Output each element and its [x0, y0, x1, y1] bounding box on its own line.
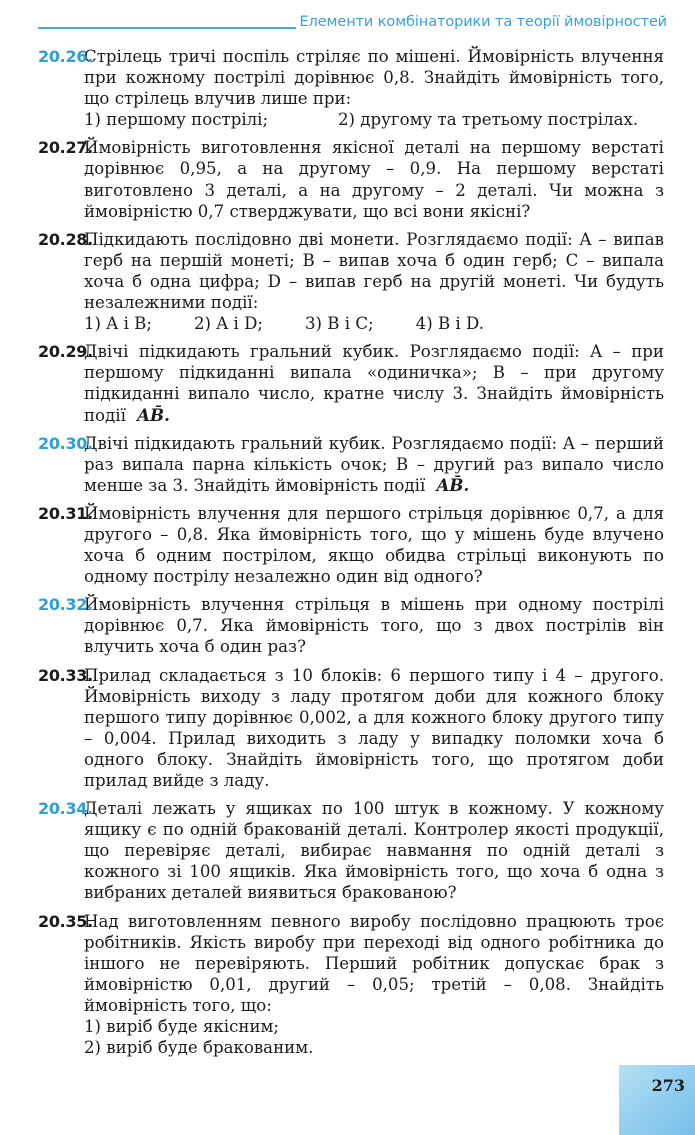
- problem-options: [84, 109, 664, 130]
- problem-text: Підкидають послідовно дві монети. Розглядаємо події: A – випав герб на першій монеті; B – випав хоча б один герб; C – випала хоча б одна цифра; D – випав герб на другій монеті. Чи будуть незалежними події:: [84, 229, 664, 313]
- header-rule: [38, 27, 296, 29]
- option: 1) виріб буде якісним;: [84, 1017, 280, 1037]
- problem-number: 20.31.: [38, 503, 93, 523]
- problem: [38, 137, 664, 221]
- problem-text: Стрілець тричі поспіль стріляє по мішені. Ймовірність влучення при кожному пострілі дорівнює 0,8. Знайдіть ймовірність того, що стрілець влучив лише при:: [84, 47, 664, 109]
- problem-text: Деталі лежать у ящиках по 100 штук в кожному. У кожному ящику є по одній бракованій деталі. Контролер якості продукції, що перевіряє деталі, вибирає навмання по одній деталі з кожного зі 100 ящиків. Яка ймовірність того, що хоча б одна з вибраних деталей виявиться бракованою?: [84, 799, 664, 903]
- problem-number: 20.32.: [38, 595, 93, 615]
- problem-options: [84, 313, 664, 334]
- problem: [38, 594, 664, 657]
- problem-text: Ймовірність виготовлення якісної деталі на першому верстаті дорівнює 0,95, а на другому – 0,9. На першому верстаті виготовлено 3 деталі, а на другому – 2 деталі. Чи можна з ймовірністю 0,7 стверджувати, що всі вони якісні?: [84, 138, 664, 221]
- problem-text: Двічі підкидають гральний кубик. Розглядаємо події: A – при першому підкиданні випала «одиничка»; B – при другому підкиданні випало число, кратне числу 3. Знайдіть ймовірність події AB̄.: [84, 342, 664, 425]
- problem-options: [84, 1016, 664, 1058]
- problem-number: 20.34.: [38, 799, 93, 819]
- problem-number: 20.26.: [38, 47, 93, 66]
- problem: [38, 433, 664, 496]
- chapter-title: Елементи комбінаторики та теорії ймовірностей: [299, 14, 667, 30]
- problem-text: Над виготовленням певного виробу послідовно працюють троє робітників. Якість виробу при переході від одного робітника до іншого не перевіряють. Перший робітник допускає брак з ймовірністю 0,01, другий – 0,05; третій – 0,08. Знайдіть ймовірність того, що:: [84, 911, 664, 1015]
- problem: [38, 46, 664, 130]
- problem: [38, 341, 664, 425]
- problem-number: 20.29.: [38, 342, 93, 362]
- problem: [38, 229, 664, 334]
- formula: AB̄.: [137, 404, 170, 425]
- problem: [38, 503, 664, 587]
- problem-text: Ймовірність влучення стрільця в мішень при одному пострілі дорівнює 0,7. Яка ймовірність того, що з двох пострілів він влучить хоча б один раз?: [84, 595, 664, 657]
- problem-list: [38, 46, 664, 1065]
- running-header: [38, 8, 667, 36]
- option: 1) A і B;: [84, 314, 152, 334]
- option: 2) A і D;: [193, 314, 263, 334]
- problem-number: 20.35.: [38, 911, 93, 931]
- page-number: 273: [651, 1076, 685, 1095]
- option: 2) виріб буде бракованим.: [84, 1038, 314, 1058]
- formula: AB̄.: [436, 474, 470, 495]
- problem-number: 20.27.: [38, 138, 93, 158]
- problem-text: Ймовірність влучення для першого стрільця дорівнює 0,7, а для другого – 0,8. Яка ймовірність того, що у мішень буде влучено хоча б одним пострілом, якщо обидва стрільці виконують по одному пострілу незалежно один від одного?: [84, 503, 664, 587]
- problem-text: Прилад складається з 10 блоків: 6 першого типу і 4 – другого. Ймовірність виходу з ладу протягом доби для кожного блоку першого типу дорівнює 0,002, а для кожного блоку другого типу – 0,004. Прилад виходить з ладу у випадку поломки хоча б одного блоку. Знайдіть ймовірність того, що протягом доби прилад вийде з ладу.: [84, 665, 664, 790]
- option: 3) B і C;: [304, 314, 374, 334]
- problem-number: 20.33.: [38, 665, 93, 685]
- problem-number: 20.28.: [38, 229, 93, 249]
- option: 1) першому пострілі;: [84, 110, 269, 130]
- problem: [38, 911, 664, 1059]
- problem: [38, 665, 664, 792]
- problem-number: 20.30.: [38, 433, 93, 453]
- problem-text: Двічі підкидають гральний кубик. Розглядаємо події: A – перший раз випала парна кількість очок; B – другий раз випало число менше за 3. Знайдіть ймовірність події AB̄.: [84, 433, 664, 495]
- option: 4) B і D.: [415, 314, 484, 334]
- problem: [38, 798, 664, 903]
- option: 2) другому та третьому пострілах.: [338, 110, 639, 130]
